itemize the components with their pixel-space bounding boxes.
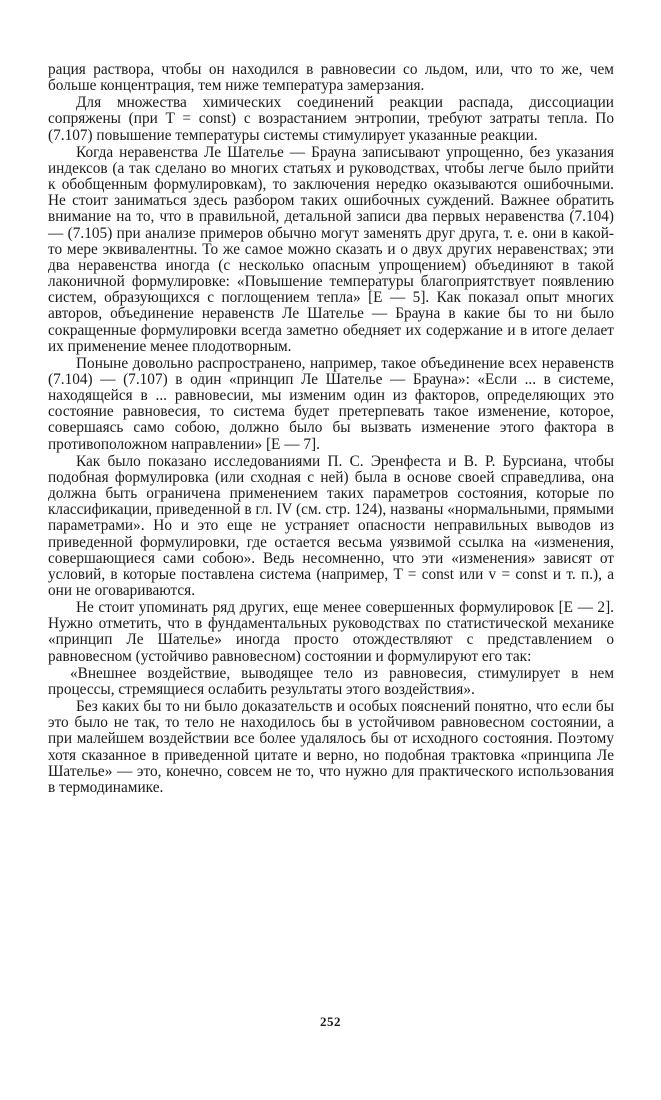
page-body	[48, 62, 614, 796]
paragraph-3: Когда неравенства Ле Шателье — Брауна записывают упрощенно, без указания индексов (а так сделано во многих статьях и руководствах, чтобы легче было прийти к обобщенным формулировкам), то заключения нередко оказываются ошибочными. Не стоит заниматься здесь разбором таких ошибочных суждений. Важнее обратить внимание на то, что в правильной, детальной записи два первых неравенства (7.104) — (7.105) при анализе примеров обычно могут заменять друг друга, т. е. они в какой-то мере эквивалентны. То же самое можно сказать и о двух других неравенствах; эти два неравенства иногда (с несколько опасным упрощением) объединяют в такой лаконичной формулировке: «Повышение температуры благоприятствует появлению систем, образующихся с поглощением тепла» [Е — 5]. Как показал опыт многих авторов, объединение неравенств Ле Шателье — Брауна в какие бы то ни было сокращенные формулировки всегда заметно обедняет их содержание и в итоге делает их применение менее плодотворным.	[48, 143, 614, 355]
quotation: «Внешнее воздействие, выводящее тело из равновесия, стимулирует в нем процессы, стремящиеся ослабить результаты этого воздействия».	[48, 664, 614, 698]
paragraph-8: Без каких бы то ни было доказательств и особых пояснений понятно, что если бы это было не так, то тело не находилось бы в устойчивом равновесном состоянии, а при малейшем воздействии все более удалялось бы от исходного состояния. Поэтому хотя сказанное в приведенной цитате и верно, но подобная трактовка «принципа Ле Шателье» — это, конечно, совсем не то, что нужно для практического использования в термодинамике.	[48, 698, 614, 796]
paragraph-4: Поныне довольно распространено, например, такое объединение всех неравенств (7.104) — (7.107) в один «принцип Ле Шателье — Брауна»: «Если ... в системе, находящейся в ... равновесии, мы изменим один из факторов, определяющих это состояние равновесия, то система будет претерпевать такое изменение, которое, совершаясь само собою, должно было бы вызвать изменение этого фактора в противоположном направлении» [Е — 7].	[48, 354, 614, 453]
page-number: 252	[320, 1014, 341, 1029]
paragraph-6: Не стоит упоминать ряд других, еще менее совершенных формулировок [Е — 2]. Нужно отметить, что в фундаментальных руководствах по статистической механике «принцип Ле Шателье» иногда просто отождествляют с представлением о равновесном (устойчиво равновесном) состоянии и формулируют его так:	[48, 599, 614, 665]
paragraph-1: рация раствора, чтобы он находился в равновесии со льдом, или, что то же, чем больше концентрация, тем ниже температура замерзания.	[48, 61, 614, 95]
paragraph-5: Как было показано исследованиями П. С. Эренфеста и В. Р. Бурсиана, чтобы подобная формулировка (или сходная с ней) была в основе своей справедлива, она должна быть ограничена применением таких параметров состояния, которые по классификации, приведенной в гл. IV (см. стр. 124), названы «нормальными, прямыми параметрами». Но и это еще не устраняет опасности неправильных выводов из приведенной формулировки, где остается весьма уязвимой ссылка на «изменения, совершающиеся сами собою». Ведь несомненно, что эти «изменения» зависят от условий, в которые поставлена система (например, T = const или v = const и т. п.), а они не оговариваются.	[48, 452, 614, 599]
paragraph-2: Для множества химических соединений реакции распада, диссоциации сопряжены (при T = const) с возрастанием энтропии, требуют затраты тепла. По (7.107) повышение температуры системы стимулирует указанные реакции.	[48, 94, 614, 144]
